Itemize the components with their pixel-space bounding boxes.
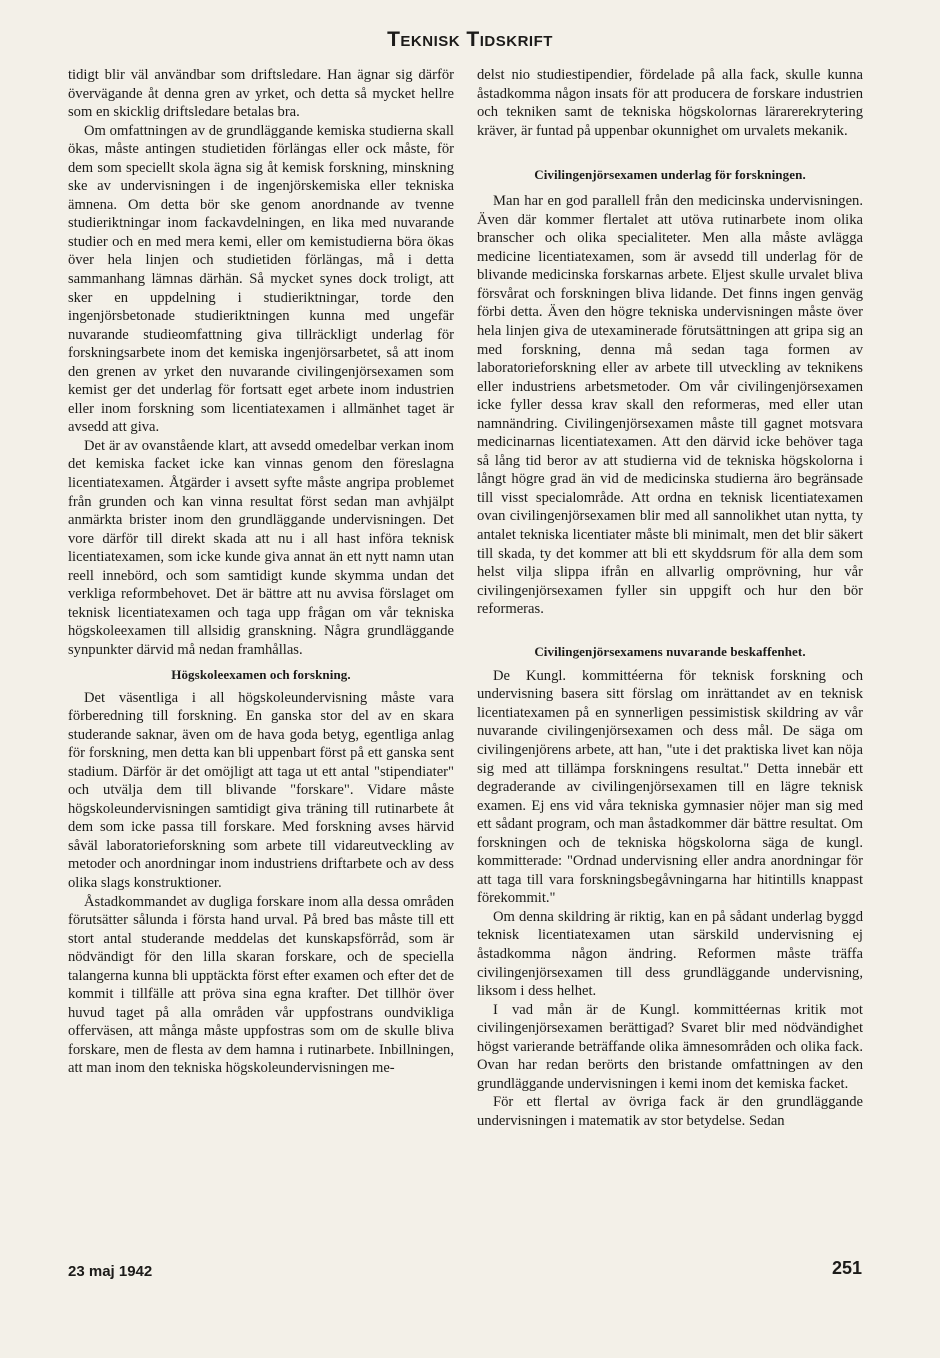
paragraph: I vad mån är de Kungl. kommittéernas kritik mot civilingenjörsexamen berättigad? Svaret blir med nödvändighet högst varierande beträffande olika ämnesområden och olika fack. Ovan har redan berörts den bristande omfattningen av den grundläggande undervisningen i kemi inom det kemiska facket. xyxy=(477,1001,863,1092)
paragraph: Om omfattningen av de grundläggande kemiska studierna skall ökas, måste antingen studietiden förlängas eller ock måste, för dem som speciellt skola ägna sig åt kemisk forskning, minskning ske av undervisningen i de ingenjörskemiska eller tekniska ämnena. Om detta bör ske genom anordnande av tvenne studieriktningar inom fackavdelningen, en lika med nuvarande studier och en med mera kemi, eller om kemistudierna böra ökas över hela linjen och studietiden förlängas, må i detta sammanhang lämnas därhän. Så mycket synes dock troligt, att sker en uppdelning i studieriktningar, torde den ingenjörsbetonade studieriktningen kunna med ungefär nuvarande studieomfattning giva tillräckligt underlag för forskningsarbete inom det kemiska ingenjörsarbetet, så att inom den grenen av yrket den nuvarande civilingenjörsexamen som kemist ger det underlag för fortsatt eget arbete inom industrien eller inom forskning som licentiatexamen i allmänhet taget är avsedd att giva. xyxy=(68,122,454,436)
paragraph: delst nio studiestipendier, fördelade på alla fack, skulle kunna åstadkomma någon insats för att producera de forskare industrien och tekniken samt de tekniska högskolornas lärarerekrytering kräver, är funtad på uppenbar okunnighet om urvalets mekanik. xyxy=(477,67,863,139)
paragraph: För ett flertal av övriga fack är den grundläggande undervisningen i matematik av stor betydelse. Sedan xyxy=(477,1094,863,1129)
journal-title: Teknisk Tidskrift xyxy=(387,28,553,51)
paragraph: Om denna skildring är riktig, kan en på sådant underlag byggd teknisk licentiatexamen utan särskild undervisning ej åstadkomma någon ändring. Reformen måste träffa civilingenjörsexamen till dess grundläggande undervisning, liksom i dess helhet. xyxy=(477,908,863,1000)
right-column xyxy=(477,66,863,1130)
section-heading: Civilingenjörsexamens nuvarande beskaffenhet. xyxy=(534,643,806,659)
paragraph: Åstadkommandet av dugliga forskare inom alla dessa områden förutsätter sålunda i första hand urval. På bred bas måste till ett stort antal studerande meddelas det kunskapsförråd, som är nödvändigt för den lilla skaran forskare, och de speciella talangerna kunna bli upptäckta först efter examen och efter det de kommit i tillfälle att pröva sina egna krafter. Det tillhör över huvud taget på alla områden vår uppfostrans oundvikliga offerväsen, att många måste uppfostras som om de skulle bliva forskare, men de flesta av dem hamna i rutinarbete. Inbillningen, att man inom den tekniska högskoleundervisningen me- xyxy=(68,893,454,1077)
paragraph: Det väsentliga i all högskoleundervisning måste vara förberedning till forskning. En ganska stor del av en skara studerande saknar, även om de hava goda betyg, egentliga anlag för forskning, men detta kan bli uppenbart först på ett ganska sent stadium. Därför är det omöjligt att taga ut ett antal "stipendiater" och utvälja dem till blivande "forskare". Vidare måste högskoleundervisningen samtidigt giva träning till rutinarbete åt dem som icke passa till forskare. Med forskning avses härvid såväl laboratorieforskning som arbete till vidareutveckling av metoder och anordningar inom industriens driftarbete och av dess olika slags konstruktioner. xyxy=(68,689,454,891)
section-heading: Civilingenjörsexamen underlag för forskningen. xyxy=(534,167,806,183)
paragraph: De Kungl. kommittéerna för teknisk forskning och undervisning basera sitt förslag om inrättandet av en teknisk licentiatexamen på en synnerligen pessimistisk skildring av vår nuvarande civilingenjörsexamen och dess mål. De säga om civilingenjörens arbete, att han, "ute i det praktiska livet kan nöja sig med att tillämpa forskningens resultat." Detta innebär ett degraderande av civilingenjörsexamen till en lägre teknisk examen. Ej ens vid våra tekniska gymnasier nöjer man sig med ett sådant program, och man åstadkommer där bättre resultat. Om forskningen och de tekniska högskolorna säga de kungl. kommitterade: "Ordnad undervisning eller andra anordningar för att taga till vara forskningsbegåvningarna har hitintills knappast förekommit." xyxy=(477,667,863,907)
paragraph: tidigt blir väl användbar som driftsledare. Han ägnar sig därför övervägande åt denna gren av yrket, och detta så mycket hellre som en skicklig driftsledare betalas bra. xyxy=(68,67,454,121)
paragraph: Man har en god parallell från den medicinska undervisningen. Även där kommer flertalet att utöva rutinarbete inom olika branscher och olika specialiteter. Men alla måste avlägga medicine licentiatexamen, som är avsedd till underlag för de blivande medicinska forskarnas arbete. Eljest skulle urvalet bliva försvårat och forskningen bliva lidande. Det finns ingen genväg förbi detta. Även den högre tekniska undervisningen måste över hela linjen giva de utexaminerade förutsättningen att gripa sig an med forskning, denna må sedan taga formen av laboratorieforskning eller av arbete till utveckling av teknikens eller industriens arbetsmetoder. Om vår civilingenjörsexamen icke fyller dessa krav skall den reformeras, med eller utan namnändring. Civilingenjörsexamen måste till gagnet motsvara medicinarnas licentiatexamen. Att den därvid icke behöver taga så lång tid beror av att studierna vid de tekniska högskolorna i långt högre grad än vid de medicinska studierna äro begränsade till visst specialområde. Att ordna en teknisk licentiatexamen ovan civilingenjörsexamen blir med all sannolikhet utan nytta, ty antalet tekniska licentiater måste bli minimalt, men det blir säkert till skada, ty det kommer att bli ett skyddsrum för alla dem som helst vilja slippa ifrån en allvarlig omprövning, hur vår civilingenjörsexamen fyller sin uppgift och hur den bör reformeras. xyxy=(477,193,863,618)
paragraph: Det är av ovanstående klart, att avsedd omedelbar verkan inom det kemiska facket icke kan vinnas genom den föreslagna licentiatexamen. Åtgärder i avsett syfte måste angripa problemet från grunden och kan vinna resultat först sedan man avhjälpt anmärkta brister inom den grundläggande undervisningen. Det vore därför till direkt skada att nu i all hast införa teknisk licentiatexamen, som icke kunde giva annat än ett nytt namn utan reell innebörd, och som samtidigt kunde skymma undan det verkliga reformbehovet. Det är bättre att nu avvisa förslaget om teknisk licentiatexamen och taga upp frågan om vår tekniska högskoleexamen till allsidig granskning. Några grundläggande synpunkter därvid må nedan framhållas. xyxy=(68,437,454,658)
issue-date: 23 maj 1942 xyxy=(68,1263,153,1280)
left-column xyxy=(68,66,454,1078)
section-heading: Högskoleexamen och forskning. xyxy=(171,666,351,682)
page-number: 251 xyxy=(831,1258,862,1278)
